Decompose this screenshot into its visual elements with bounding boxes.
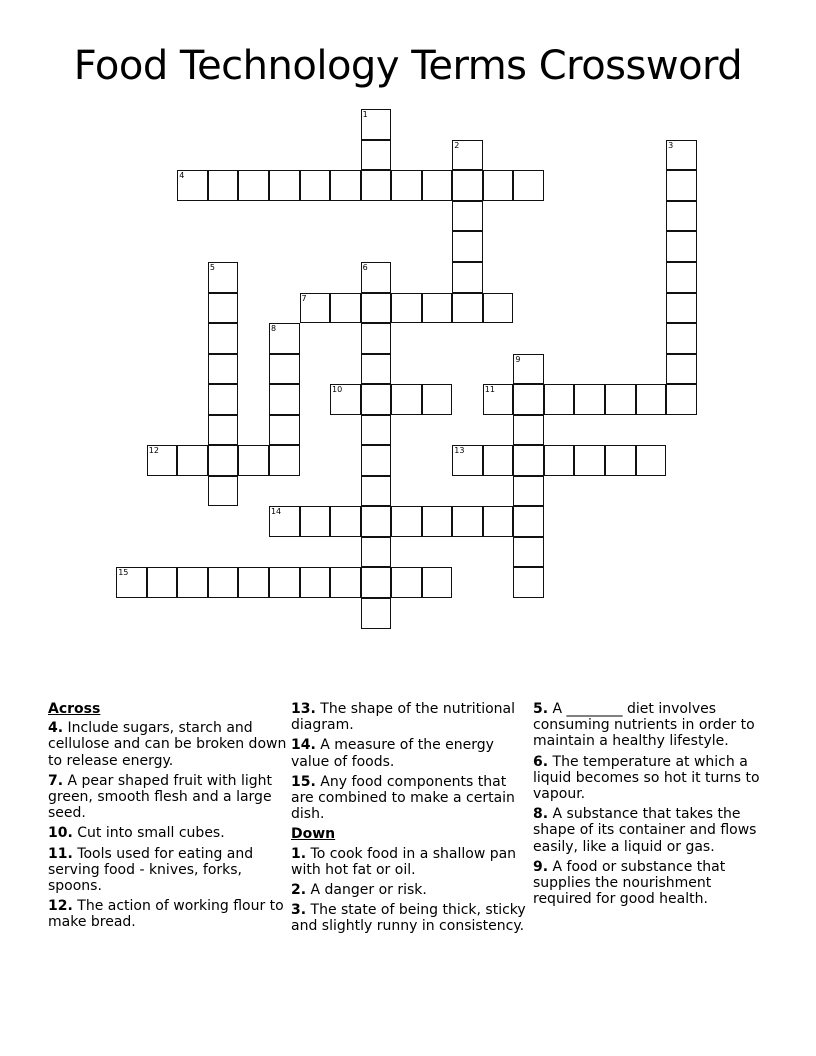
clue-number-label: 5: [209, 262, 215, 272]
clue-number-label: 15: [118, 568, 129, 578]
clue-number: 7.: [48, 772, 64, 789]
grid-cell[interactable]: [330, 384, 361, 415]
grid-cell[interactable]: [269, 567, 300, 598]
clue-number: 10.: [48, 825, 73, 842]
clue-down-9: [533, 859, 773, 908]
grid-cell[interactable]: [147, 445, 178, 476]
clue-across-13: [291, 701, 529, 733]
clue-number: 12.: [48, 898, 73, 915]
grid-cell[interactable]: [574, 384, 605, 415]
clue-text: A food or substance that supplies the nourishment required for good health.: [533, 858, 726, 908]
clue-text: Include sugars, starch and cellulose and can be broken down to release energy.: [48, 720, 287, 769]
grid-cell[interactable]: [666, 140, 697, 171]
clue-number-label: 6: [362, 262, 368, 272]
clue-across-11: [48, 846, 288, 895]
clue-text: To cook food in a shallow pan with hot fat or oil.: [291, 845, 517, 878]
grid-cell[interactable]: [269, 323, 300, 354]
grid-cell[interactable]: [513, 445, 544, 476]
clue-text: The action of working flour to make bread.: [48, 898, 284, 931]
clue-down-1: [291, 846, 529, 878]
grid-cell[interactable]: [208, 262, 239, 293]
grid-cell[interactable]: [513, 567, 544, 598]
grid-cell[interactable]: [422, 293, 453, 324]
grid-cell[interactable]: [361, 170, 392, 201]
clue-text: Cut into small cubes.: [77, 825, 225, 842]
grid-cell[interactable]: [513, 354, 544, 385]
grid-cell[interactable]: [483, 293, 514, 324]
grid-cell[interactable]: [452, 506, 483, 537]
grid-cell[interactable]: [513, 170, 544, 201]
grid-cell[interactable]: [116, 567, 147, 598]
grid-cell[interactable]: [361, 506, 392, 537]
clue-number-label: 13: [454, 446, 465, 456]
grid-cell[interactable]: [361, 537, 392, 568]
grid-cell[interactable]: [483, 384, 514, 415]
clue-across-4: [48, 720, 288, 769]
grid-cell[interactable]: [330, 567, 361, 598]
grid-cell[interactable]: [177, 445, 208, 476]
grid-cell[interactable]: [208, 476, 239, 507]
grid-cell[interactable]: [208, 567, 239, 598]
grid-cell[interactable]: [422, 506, 453, 537]
clue-number: 13.: [291, 701, 316, 717]
clue-number: 3.: [291, 902, 307, 919]
clues-column-1: [48, 701, 288, 935]
grid-cell[interactable]: [391, 506, 422, 537]
grid-cell[interactable]: [300, 170, 331, 201]
grid-cell[interactable]: [300, 293, 331, 324]
clue-number-label: 4: [179, 171, 185, 181]
clue-down-6: [533, 754, 773, 803]
grid-cell[interactable]: [666, 293, 697, 324]
clue-number-label: 3: [668, 140, 674, 150]
clue-down-8: [533, 806, 773, 855]
clues-column-2: [291, 701, 529, 939]
clue-number: 5.: [533, 701, 549, 717]
clue-text: A measure of the energy value of foods.: [291, 737, 494, 770]
grid-cell[interactable]: [666, 262, 697, 293]
grid-cell[interactable]: [452, 201, 483, 232]
grid-cell[interactable]: [330, 293, 361, 324]
grid-cell[interactable]: [666, 201, 697, 232]
clue-number: 15.: [291, 773, 316, 790]
grid-cell[interactable]: [666, 231, 697, 262]
grid-cell[interactable]: [666, 323, 697, 354]
grid-cell[interactable]: [391, 170, 422, 201]
grid-cell[interactable]: [147, 567, 178, 598]
clue-number: 2.: [291, 882, 307, 899]
grid-cell[interactable]: [574, 445, 605, 476]
clue-number-label: 8: [270, 324, 277, 334]
clue-text: The shape of the nutritional diagram.: [291, 701, 515, 734]
grid-cell[interactable]: [208, 354, 239, 385]
clue-across-7: [48, 773, 288, 822]
grid-cell[interactable]: [208, 323, 239, 354]
grid-cell[interactable]: [300, 567, 331, 598]
grid-cell[interactable]: [238, 170, 269, 201]
grid-cell[interactable]: [422, 567, 453, 598]
grid-cell[interactable]: [666, 354, 697, 385]
grid-cell[interactable]: [452, 262, 483, 293]
grid-cell[interactable]: [605, 445, 636, 476]
grid-cell[interactable]: [513, 384, 544, 415]
clue-number-label: 11: [484, 385, 495, 395]
clue-text: A substance that takes the shape of its container and flows easily, like a liquid or gas.: [533, 806, 757, 855]
grid-cell[interactable]: [361, 262, 392, 293]
grid-cell[interactable]: [361, 598, 392, 629]
grid-cell[interactable]: [544, 384, 575, 415]
clue-text: A danger or risk.: [310, 882, 427, 899]
grid-cell[interactable]: [361, 140, 392, 171]
grid-cell[interactable]: [177, 567, 208, 598]
grid-cell[interactable]: [452, 170, 483, 201]
clue-text: Any food components that are combined to make a certain dish.: [291, 773, 515, 823]
grid-cell[interactable]: [513, 415, 544, 446]
grid-cell[interactable]: [361, 109, 392, 140]
clue-number: 8.: [533, 806, 549, 823]
grid-cell[interactable]: [208, 445, 239, 476]
grid-cell[interactable]: [483, 170, 514, 201]
clue-number-label: 2: [454, 140, 460, 150]
clue-number: 11.: [48, 845, 73, 862]
grid-cell[interactable]: [269, 354, 300, 385]
grid-cell[interactable]: [208, 384, 239, 415]
clue-text: The state of being thick, sticky and slightly runny in consistency.: [291, 902, 526, 935]
grid-cell[interactable]: [391, 567, 422, 598]
grid-cell[interactable]: [177, 170, 208, 201]
grid-cell[interactable]: [513, 506, 544, 537]
clue-number: 9.: [533, 858, 549, 875]
grid-cell[interactable]: [361, 415, 392, 446]
grid-cell[interactable]: [391, 293, 422, 324]
clue-number-label: 12: [148, 446, 159, 456]
grid-cell[interactable]: [208, 293, 239, 324]
grid-cell[interactable]: [391, 384, 422, 415]
grid-cell[interactable]: [483, 445, 514, 476]
grid-cell[interactable]: [269, 415, 300, 446]
grid-cell[interactable]: [666, 170, 697, 201]
grid-cell[interactable]: [422, 170, 453, 201]
grid-cell[interactable]: [636, 445, 667, 476]
clue-number: 6.: [533, 753, 549, 770]
grid-cell[interactable]: [361, 567, 392, 598]
grid-cell[interactable]: [208, 170, 239, 201]
clue-down-3: [291, 902, 529, 934]
grid-cell[interactable]: [238, 445, 269, 476]
grid-cell[interactable]: [361, 384, 392, 415]
grid-cell[interactable]: [238, 567, 269, 598]
grid-cell[interactable]: [269, 384, 300, 415]
grid-cell[interactable]: [269, 445, 300, 476]
grid-cell[interactable]: [422, 384, 453, 415]
clue-number-label: 14: [270, 507, 282, 517]
grid-cell[interactable]: [483, 506, 514, 537]
grid-cell[interactable]: [636, 384, 667, 415]
across-heading: Across: [48, 701, 101, 717]
grid-cell[interactable]: [544, 445, 575, 476]
clue-across-12: [48, 898, 288, 930]
grid-cell[interactable]: [330, 170, 361, 201]
down-heading: Down: [291, 826, 336, 843]
clue-number-label: 7: [301, 293, 307, 303]
clue-across-15: [291, 774, 529, 823]
grid-cell[interactable]: [513, 537, 544, 568]
page-title: Food Technology Terms Crossword: [73, 43, 743, 89]
clue-number: 4.: [48, 720, 64, 737]
grid-cell[interactable]: [361, 323, 392, 354]
grid-cell[interactable]: [208, 415, 239, 446]
clue-number-label: 9: [515, 354, 521, 364]
grid-cell[interactable]: [361, 476, 392, 507]
clue-down-2: [291, 882, 529, 898]
grid-cell[interactable]: [666, 384, 697, 415]
clue-down-5: [533, 701, 773, 750]
clue-number-label: 1: [362, 110, 368, 120]
grid-cell[interactable]: [361, 445, 392, 476]
clue-number: 14.: [291, 737, 316, 754]
clue-text: A pear shaped fruit with light green, smooth flesh and a large seed.: [48, 772, 272, 822]
clue-text: The temperature at which a liquid becomes so hot it turns to vapour.: [533, 753, 760, 803]
grid-cell[interactable]: [452, 445, 483, 476]
grid-cell[interactable]: [513, 476, 544, 507]
grid-cell[interactable]: [452, 293, 483, 324]
grid-cell[interactable]: [300, 506, 331, 537]
grid-cell[interactable]: [361, 293, 392, 324]
grid-cell[interactable]: [269, 170, 300, 201]
grid-cell[interactable]: [269, 506, 300, 537]
grid-cell[interactable]: [330, 506, 361, 537]
grid-cell[interactable]: [361, 354, 392, 385]
grid-cell[interactable]: [605, 384, 636, 415]
clue-number: 1.: [291, 845, 307, 862]
grid-cell[interactable]: [452, 140, 483, 171]
clue-text: Tools used for eating and serving food - knives, forks, spoons.: [48, 845, 254, 895]
clue-number-label: 10: [332, 385, 343, 395]
clue-text: A ________ diet involves consuming nutrients in order to maintain a healthy lifestyle.: [533, 701, 755, 750]
grid-cell[interactable]: [452, 231, 483, 262]
clue-across-10: [48, 825, 288, 841]
clues-column-3: [533, 701, 773, 911]
clue-across-14: [291, 737, 529, 769]
